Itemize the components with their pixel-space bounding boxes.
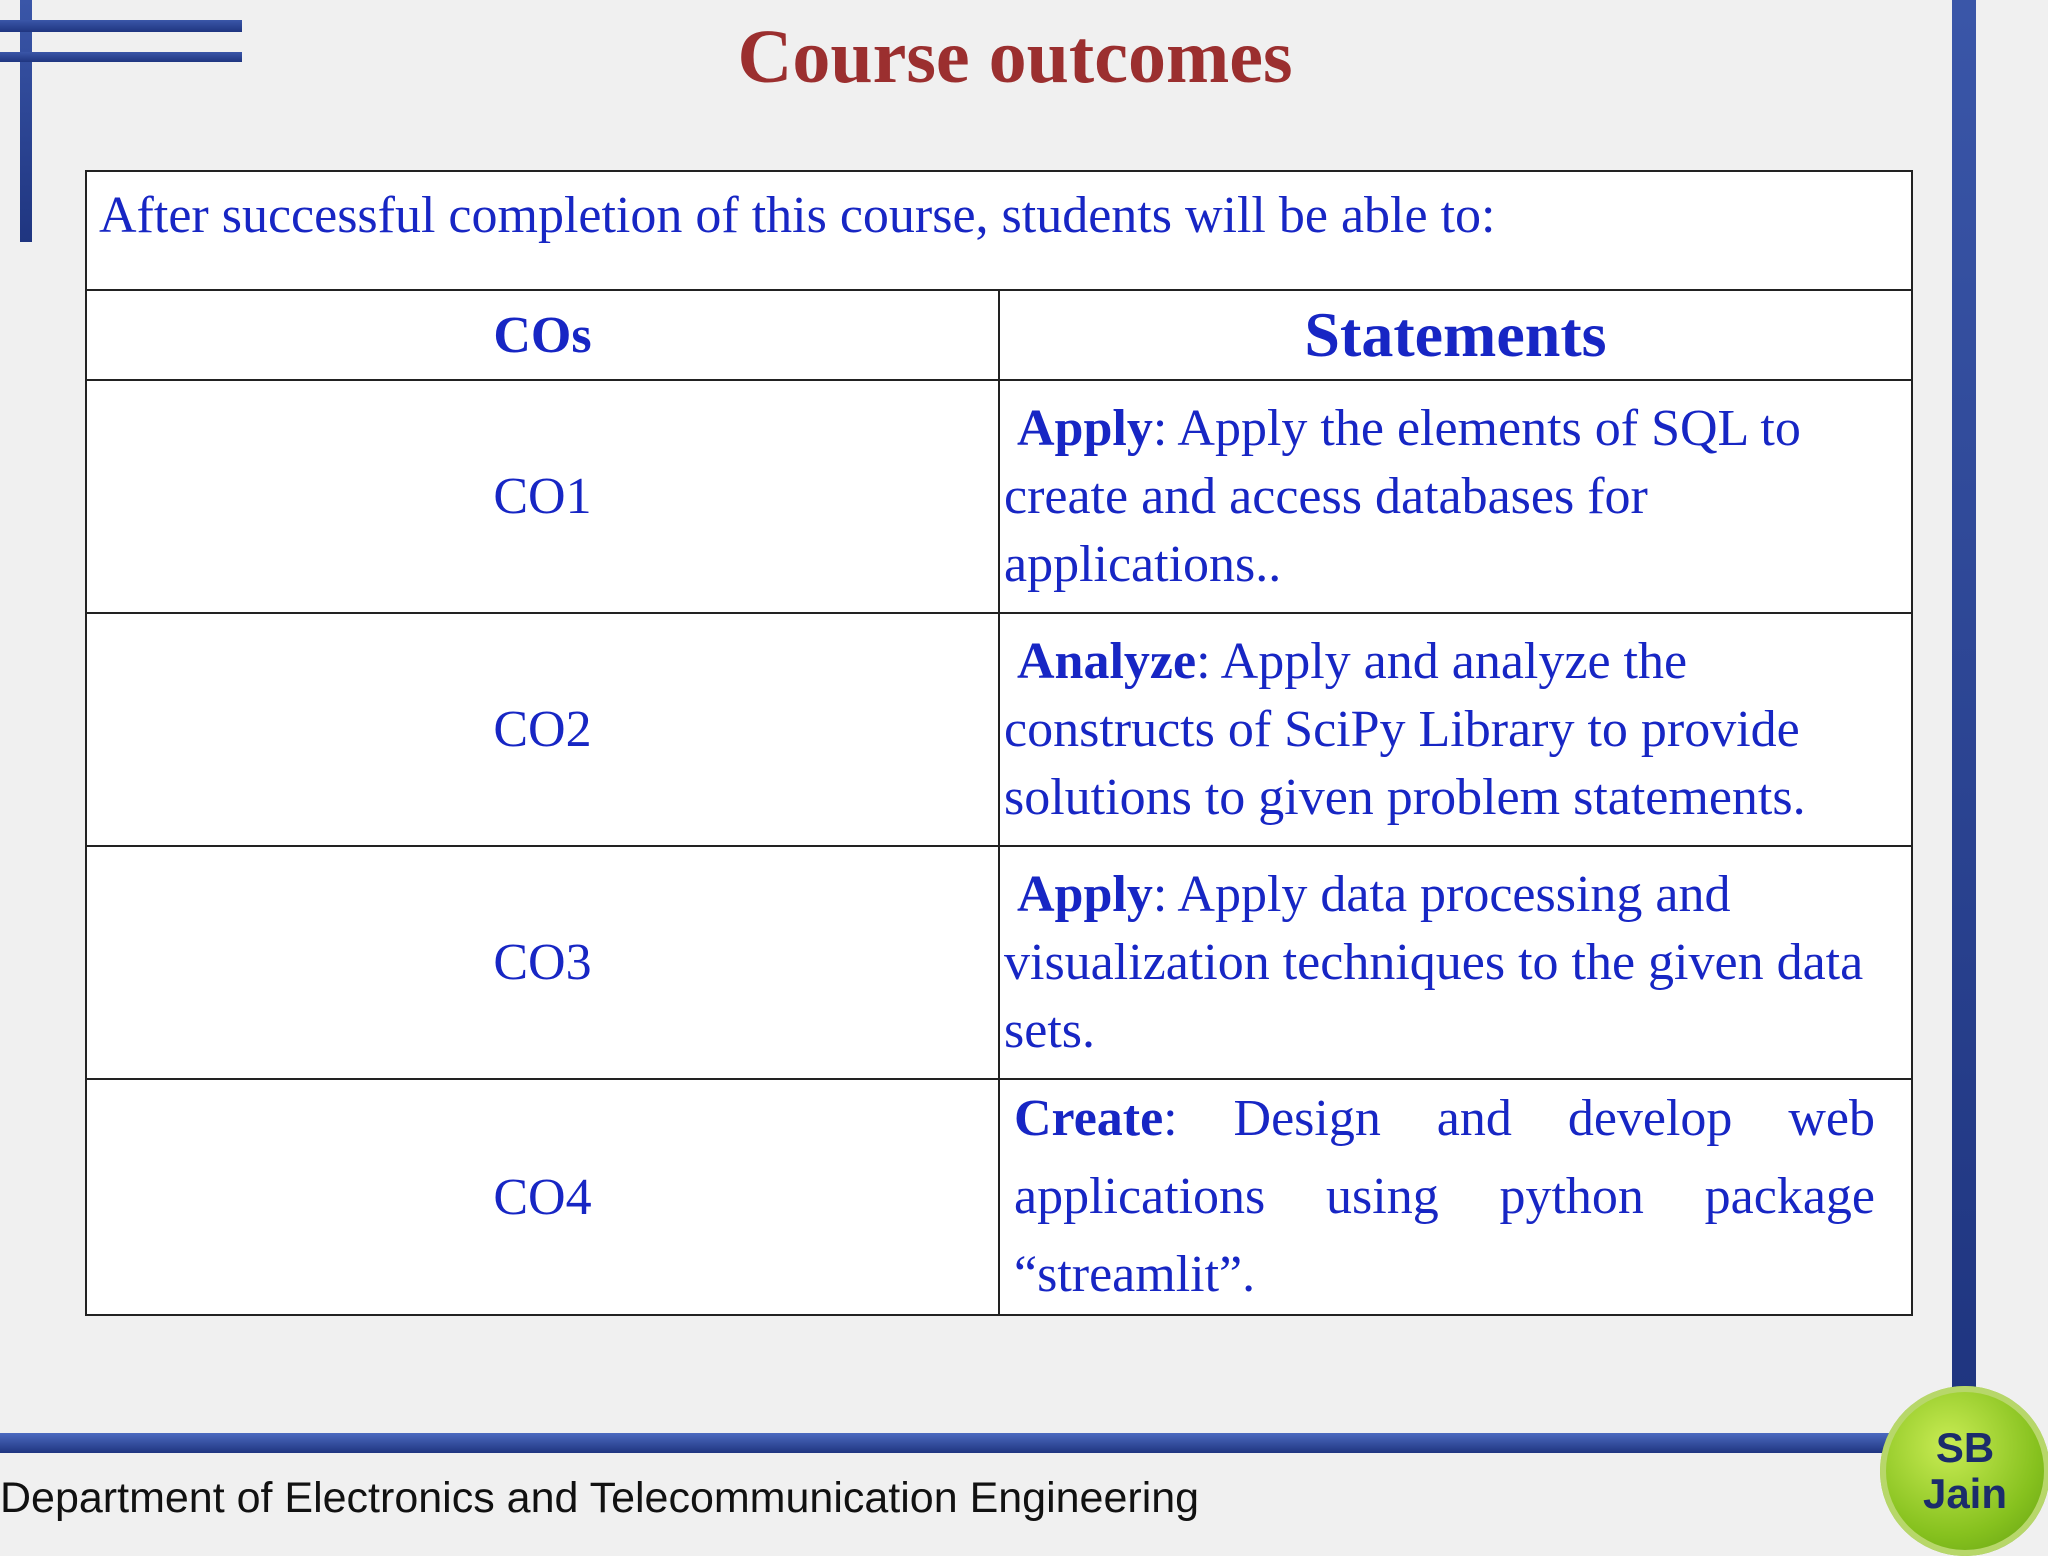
co-id: CO4 — [86, 1079, 999, 1315]
page-title: Course outcomes — [737, 15, 1293, 99]
logo-line-2: Jain — [1922, 1470, 2008, 1517]
department-name: Department of Electronics and Telecommunication Engineering — [0, 1474, 1200, 1522]
co-id: CO3 — [86, 846, 999, 1079]
co-verb: Analyze — [1017, 632, 1197, 690]
co-text: : Apply data processing and visualization techniques to the given data sets. — [1004, 865, 1864, 1059]
header-cos: COs — [86, 290, 999, 380]
co-id: CO2 — [86, 613, 999, 846]
table-row — [86, 380, 1912, 613]
co-verb: Create — [1014, 1090, 1164, 1147]
co-statement — [999, 613, 1912, 846]
right-vertical-bar — [1952, 0, 1976, 1400]
co-text: : Apply and analyze the constructs of SciPy Library to provide solutions to given problem statements. — [1004, 632, 1806, 826]
co-statement — [999, 846, 1912, 1079]
co-statement — [999, 380, 1912, 613]
sb-jain-logo — [1880, 1386, 2048, 1556]
logo-line-1: SB — [1935, 1424, 1995, 1471]
course-outcomes-table — [85, 170, 1913, 1316]
co-verb: Apply — [1017, 865, 1153, 923]
co-statement — [999, 1079, 1912, 1315]
footer-bar — [0, 1433, 1900, 1453]
intro-text: After successful completion of this course, students will be able to: — [86, 171, 1912, 290]
table-row — [86, 613, 1912, 846]
co-text: : Design and develop web applications using python package “streamlit”. — [1014, 1090, 1875, 1303]
table-row — [86, 1079, 1912, 1315]
co-text: : Apply the elements of SQL to create and access databases for applications.. — [1004, 399, 1801, 593]
table-row — [86, 846, 1912, 1079]
header-statements: Statements — [999, 290, 1912, 380]
co-id: CO1 — [86, 380, 999, 613]
co-verb: Apply — [1017, 399, 1153, 457]
